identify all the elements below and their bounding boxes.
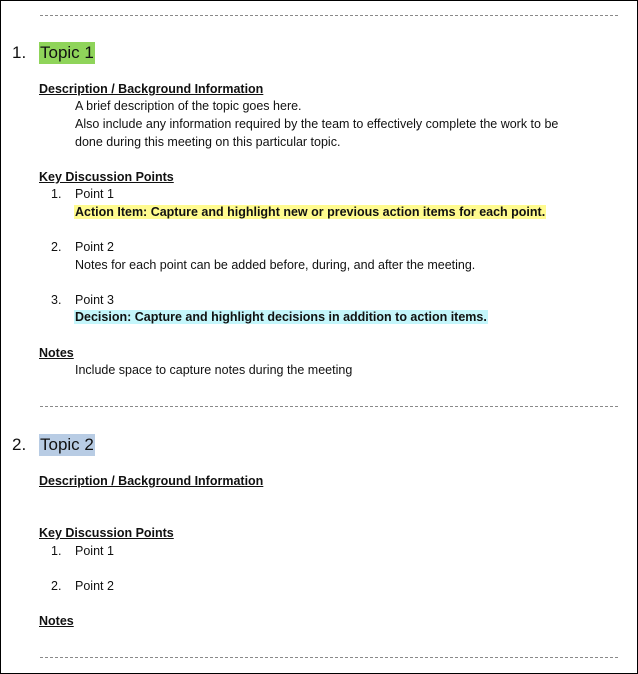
notes-heading: Notes <box>39 346 74 360</box>
point-number: 1. <box>51 187 62 201</box>
point-label: Point 2 <box>75 579 114 593</box>
notes-heading: Notes <box>39 614 74 628</box>
point-number: 2. <box>51 240 62 254</box>
topic-number: 1. <box>12 43 27 62</box>
key-points-heading: Key Discussion Points <box>39 170 174 184</box>
separator-line <box>40 657 618 658</box>
description-line: A brief description of the topic goes here. <box>75 99 302 113</box>
point-note: Notes for each point can be added before, during, and after the meeting. <box>75 258 476 272</box>
point-number: 1. <box>51 544 62 558</box>
point-label: Point 3 <box>75 293 114 307</box>
point-label: Point 1 <box>75 187 114 201</box>
key-points-heading: Key Discussion Points <box>39 526 174 540</box>
description-heading: Description / Background Information <box>39 82 264 96</box>
decision-note: Decision: Capture and highlight decisions in addition to action items. <box>75 310 487 324</box>
separator-line <box>40 406 618 407</box>
description-heading: Description / Background Information <box>39 474 264 488</box>
description-line: done during this meeting on this particular topic. <box>75 135 341 149</box>
topic-number: 2. <box>12 435 27 454</box>
notes-text: Include space to capture notes during the meeting <box>75 363 353 377</box>
topic-title[interactable]: Topic 2 <box>40 435 94 454</box>
topic-title[interactable]: Topic 1 <box>40 43 94 62</box>
description-line: Also include any information required by the team to effectively complete the work to be <box>75 117 559 131</box>
separator-line <box>40 15 618 16</box>
point-label: Point 1 <box>75 544 114 558</box>
point-number: 3. <box>51 293 62 307</box>
point-number: 2. <box>51 579 62 593</box>
action-item-note: Action Item: Capture and highlight new or previous action items for each point. <box>75 205 546 219</box>
point-label: Point 2 <box>75 240 114 254</box>
